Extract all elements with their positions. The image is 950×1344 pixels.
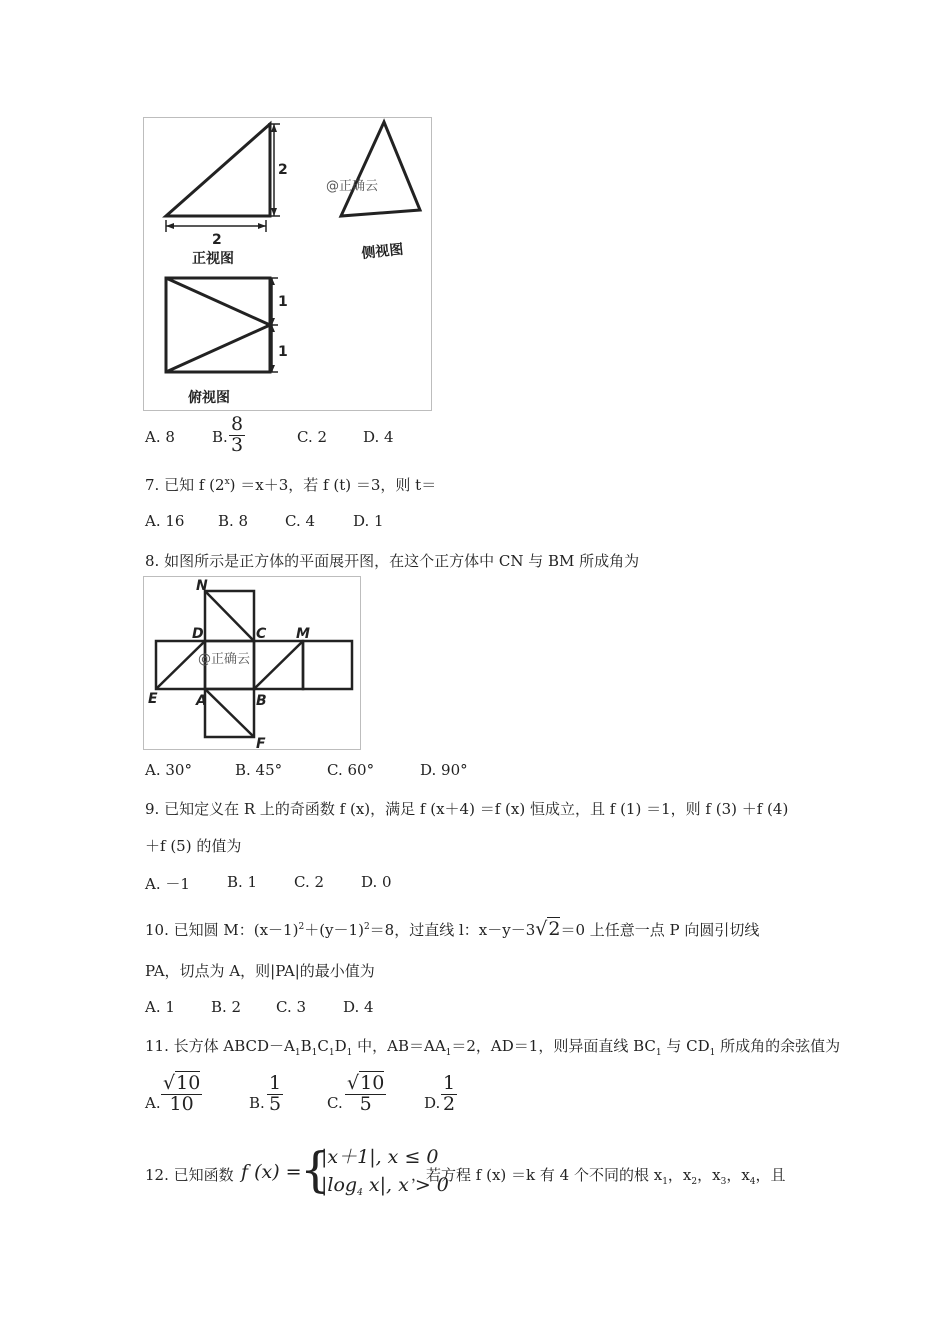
q7-option-c: C. 4: [285, 512, 316, 530]
point-c-label: C: [256, 626, 267, 642]
point-e-label: E: [148, 691, 158, 707]
three-views-svg: [144, 118, 431, 410]
q11-option-d-prefix: D.: [424, 1094, 441, 1112]
figure-q6-three-views: [143, 117, 432, 411]
q12-text: ，若方程 f (x) ＝k 有 4 个不同的根 $x_1$，$x_2$，$x_3$，$x_4$，且: [411, 1166, 786, 1187]
q6-option-b-fraction: $\frac{8}{3}$: [231, 413, 244, 456]
front-height-label: 2: [278, 162, 288, 178]
cube-net-svg: [144, 577, 360, 749]
sqrt-2: 2: [548, 918, 561, 940]
q8-option-b: B. 45°: [235, 761, 283, 779]
q9-option-c: C. 2: [294, 873, 325, 891]
top-dim-upper-label: 1: [278, 294, 288, 310]
side-view-label: 侧视图: [360, 241, 405, 262]
question-8: 8. 如图所示是正方体的平面展开图，在这个正方体中 CN 与 BM 所成角为: [145, 552, 640, 570]
q10-option-c: C. 3: [276, 998, 307, 1016]
q9-option-a: A. －1: [145, 875, 190, 893]
q12-case-1: |x＋1|, x ≤ 0: [321, 1146, 439, 1168]
q12-case-2: $|\log_4$ x|, x > 0: [321, 1174, 449, 1198]
question-10-line2: PA，切点为 A，则|PA|的最小值为: [145, 962, 375, 980]
question-10-line1: 10. 已知圆 M：$(x-1)^2+(y-1)^2=8$，过直线 l：x－y－3√2＝0 上任意一点 P 向圆引切线: [145, 918, 760, 940]
front-view-triangle: [166, 124, 270, 216]
q7-option-a: A. 16: [145, 512, 185, 530]
question-9-line2: ＋f (5) 的值为: [145, 837, 242, 855]
q11-option-a-prefix: A.: [145, 1094, 161, 1112]
q11-option-a-fraction: $\frac{√10}{10}$: [163, 1072, 201, 1115]
q7-option-d: D. 1: [353, 512, 384, 530]
top-view-label: 俯视图: [188, 390, 230, 406]
piecewise-brace: {: [300, 1142, 331, 1198]
q11-option-c-fraction: $\frac{√10}{5}$: [347, 1072, 385, 1115]
question-7: 7. 已知 f $(2^x) =x+3$，若 f (t) ＝3，则 t＝: [145, 476, 437, 494]
q6-option-a: A. 8: [145, 428, 175, 446]
q11-option-d-fraction: $\frac{1}{2}$: [443, 1072, 456, 1115]
q8-option-d: D. 90°: [420, 761, 468, 779]
point-m-label: M: [296, 626, 310, 642]
q10-option-d: D. 4: [343, 998, 374, 1016]
point-d-label: D: [192, 626, 204, 642]
question-11: 11. 长方体 $ABCD-A_1B_1C_1D_1$ 中，$AB=AA_1=2$，AD＝1，则异面直线 $BC_1$ 与 $CD_1$ 所成角的余弦值为: [145, 1037, 841, 1058]
q6-option-b-prefix: B.: [212, 428, 228, 446]
figure-q8-cube-net: [143, 576, 361, 750]
q6-option-c: C. 2: [297, 428, 328, 446]
front-view-label: 正视图: [192, 251, 234, 267]
q9-option-b: B. 1: [227, 873, 258, 891]
q7-option-b: B. 8: [218, 512, 249, 530]
q9-option-d: D. 0: [361, 873, 392, 891]
top-view-rect: [166, 278, 270, 372]
question-12: [145, 1140, 825, 1206]
q8-option-c: C. 60°: [327, 761, 375, 779]
q12-fx: f (x) =: [241, 1161, 302, 1183]
q10-option-a: A. 1: [145, 998, 175, 1016]
q10-option-b: B. 2: [211, 998, 242, 1016]
top-dim-lower-label: 1: [278, 344, 288, 360]
q11-option-c-prefix: C.: [327, 1094, 343, 1112]
point-b-label: B: [256, 693, 267, 709]
q11-options: [145, 1072, 545, 1128]
q6-option-d: D. 4: [363, 428, 394, 446]
point-n-label: N: [196, 578, 208, 594]
q8-option-a: A. 30°: [145, 761, 192, 779]
front-width-label: 2: [212, 232, 222, 248]
q12-prefix: 12. 已知函数: [145, 1166, 234, 1184]
watermark: @正确云: [326, 179, 379, 194]
side-view-triangle: [341, 122, 420, 216]
point-a-label: A: [196, 693, 207, 709]
q11-option-b-fraction: $\frac{1}{5}$: [269, 1072, 282, 1115]
question-9-line1: 9. 已知定义在 R 上的奇函数 f (x)，满足 f (x＋4) ＝f (x) 恒成立，且 f (1) ＝1，则 f (3) ＋f (4): [145, 800, 789, 818]
watermark: @正确云: [198, 652, 251, 667]
point-f-label: F: [256, 736, 266, 749]
q11-option-b-prefix: B.: [249, 1094, 265, 1112]
